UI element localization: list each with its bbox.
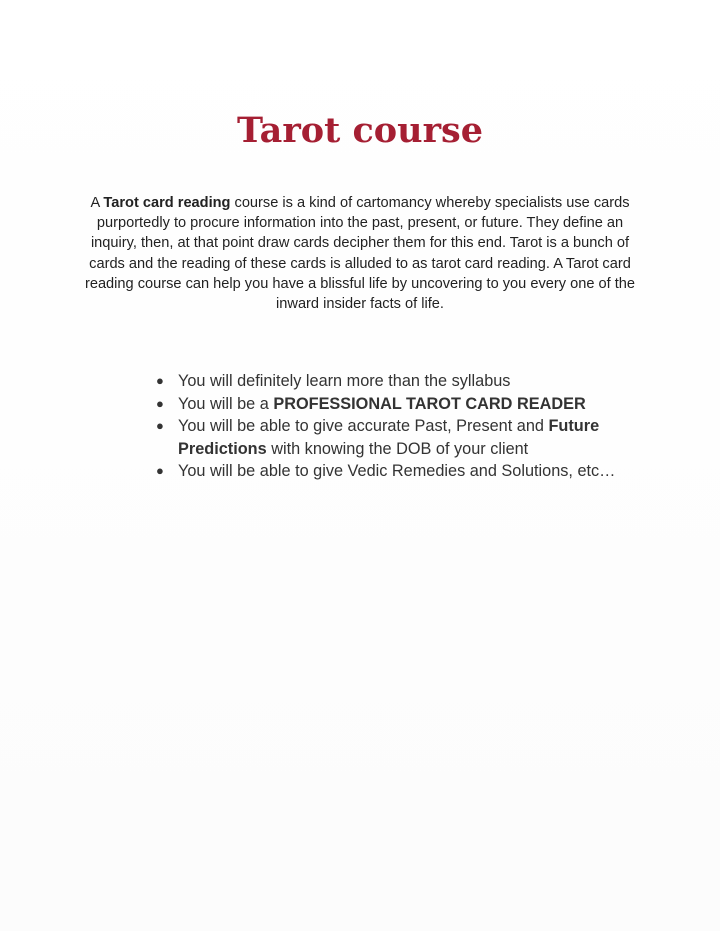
intro-emphasis: Tarot card reading [103,195,231,211]
list-item [148,460,638,483]
bullet-icon: ● [156,463,164,479]
list-item [148,393,638,416]
page-title: Tarot course [236,110,484,151]
list-item-text: You will be a [178,394,274,413]
bullet-icon: ● [156,373,164,388]
list-item-text: You will definitely learn more than the syllabus [178,372,511,390]
list-item-emphasis: PROFESSIONAL TAROT CARD READER [273,394,586,413]
features-list [148,370,638,483]
list-item-emphasis: Future Predictions [178,417,600,458]
intro-lead: A [90,195,104,211]
list-item [148,415,638,460]
list-item-text: You will be able to give Vedic Remedies and Solutions, etc… [178,462,616,481]
intro-paragraph [80,193,640,314]
list-item [148,370,638,393]
intro-rest: course is a kind of cartomancy whereby specialists use cards purportedly to procure information into the past, present, or future. They define an inquiry, then, at that point draw cards decipher them for this end. Tarot is a bunch of cards and the reading of these cards is alluded to as tarot card reading. A Tarot card reading course can help you have a blissful life by uncovering to you every one of the inward insider facts of life. [84,195,636,313]
list-item-text-tail: with knowing the DOB of your client [266,439,529,458]
bullet-icon: ● [156,418,164,434]
bullet-icon: ● [156,395,164,411]
list-item-text: You will be able to give accurate Past, Present and [178,417,549,436]
